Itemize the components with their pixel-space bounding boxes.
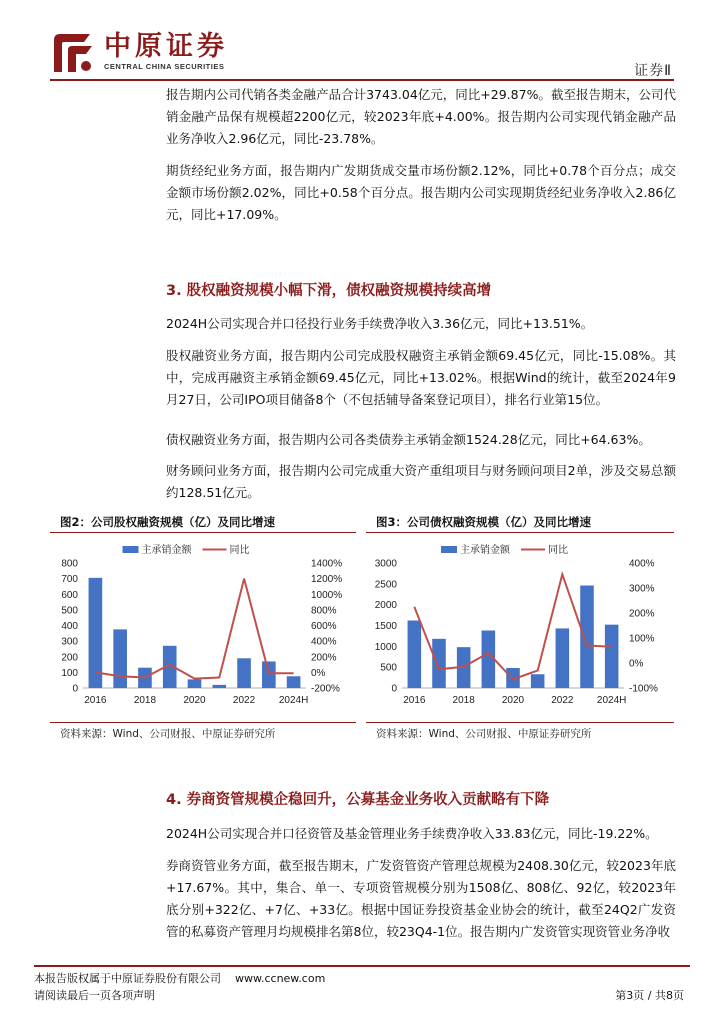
x-axis-tick-label: 2022 xyxy=(232,695,256,706)
figure-2-frame xyxy=(50,532,356,723)
paragraph-debt-financing: 债权融资业务方面，报告期内公司各类债券主承销金额1524.28亿元，同比+64.63%。 xyxy=(166,432,651,447)
bar-2023 xyxy=(262,661,276,688)
figure-3-title: 图3：公司债权融资规模（亿）及同比增速 xyxy=(376,515,591,529)
right-axis-tick-label: 800% xyxy=(311,605,337,617)
left-axis-tick-label: 0 xyxy=(391,683,397,695)
left-axis-tick-label: 500 xyxy=(380,662,397,674)
x-axis-tick-label: 2022 xyxy=(551,695,574,706)
legend-bar-swatch xyxy=(441,546,457,553)
left-axis-tick-label: 200 xyxy=(61,652,78,664)
right-axis-tick-label: 0% xyxy=(311,667,326,679)
right-axis-tick-label: 400% xyxy=(629,558,655,570)
logo-english-text: CENTRAL CHINA SECURITIES xyxy=(104,62,225,71)
footer-copyright-line xyxy=(34,970,325,986)
legend-line-label: 同比 xyxy=(229,545,250,556)
bar-2016 xyxy=(89,578,103,688)
industry-section-label: 证券Ⅱ xyxy=(634,63,672,79)
figure-3-frame xyxy=(366,532,674,723)
right-axis-tick-label: 200% xyxy=(311,652,337,664)
left-axis-tick-label: 0 xyxy=(72,683,78,695)
left-axis-tick-label: 100 xyxy=(61,667,78,679)
paragraph-am-revenue: 2024H公司实现合并口径资管及基金管理业务手续费净收入33.83亿元，同比-19.22%。 xyxy=(166,826,658,841)
legend-line-label: 同比 xyxy=(548,545,568,556)
left-axis-tick-label: 700 xyxy=(61,574,78,586)
right-axis-tick-label: 1400% xyxy=(311,558,343,570)
x-axis-tick-label: 2020 xyxy=(501,695,525,706)
right-axis-tick-label: -100% xyxy=(629,683,658,695)
right-axis-tick-label: 0% xyxy=(629,658,644,670)
left-axis-tick-label: 2500 xyxy=(374,579,397,591)
left-axis-tick-label: 1500 xyxy=(374,621,397,632)
bar-2017 xyxy=(113,629,127,688)
paragraph-equity-financing: 股权融资业务方面，报告期内公司完成股权融资主承销金额69.45亿元，同比-15.08%。其中，完成再融资主承销金额69.45亿元，同比+13.02%。根据Wind的统计，截至2024年9月27日，公司IPO项目储备8个（不包括辅导备案登记项目），排名行业第15位。 xyxy=(166,348,676,407)
bar-2024H xyxy=(605,625,619,688)
left-axis-tick-label: 400 xyxy=(61,621,78,632)
x-axis-tick-label: 2018 xyxy=(133,695,157,706)
left-axis-tick-label: 500 xyxy=(61,605,78,617)
left-axis-tick-label: 1000 xyxy=(374,641,397,653)
left-axis-tick-label: 3000 xyxy=(374,558,397,570)
logo-chinese-text: 中原证券 xyxy=(104,31,228,62)
paragraph-futures-brokerage: 期货经纪业务方面，报告期内广发期货成交量市场份额2.12%，同比+0.78个百分点；成交金额市场份额2.02%，同比+0.58个百分点。报告期内公司实现期货经纪业务净收入2.86亿元，同比+17.09%。 xyxy=(166,163,676,222)
paragraph-broker-am: 券商资管业务方面，截至报告期末，广发资管资产管理总规模为2408.30亿元，较2023年底+17.67%。其中，集合、单一、专项资管规模分别为1508亿、808亿、92亿，较2023年底分别+322亿、+7亿、+33亿。根据中国证券投资基金业协会的统计，截至24Q2广发资管的私募资产管理月均规模排名第8位，较23Q4-1位。报告期内广发资管实现资管业务净收 xyxy=(166,858,676,939)
bar-2022 xyxy=(556,628,570,688)
legend-bar-label: 主承销金额 xyxy=(460,545,510,556)
legend-bar-swatch xyxy=(123,546,139,553)
left-axis-tick-label: 2000 xyxy=(374,600,397,612)
left-axis-tick-label: 300 xyxy=(61,636,78,648)
x-axis-tick-label: 2024H xyxy=(278,695,309,706)
x-axis-tick-label: 2018 xyxy=(452,695,475,706)
paragraph-financial-advisory: 财务顾问业务方面，报告期内公司完成重大资产重组项目与财务顾问项目2单，涉及交易总额约128.51亿元。 xyxy=(166,463,676,500)
legend-bar-label: 主承销金额 xyxy=(141,545,192,556)
footer-website-link[interactable]: www.ccnew.com xyxy=(235,972,326,985)
right-axis-tick-label: 1200% xyxy=(311,574,343,586)
right-axis-tick-label: 1000% xyxy=(311,589,343,601)
figure-2-title: 图2：公司股权融资规模（亿）及同比增速 xyxy=(60,515,275,529)
bar-2021 xyxy=(531,674,545,688)
right-axis-tick-label: 100% xyxy=(629,633,655,645)
equity-financing-chart xyxy=(50,533,356,722)
bar-2021 xyxy=(212,685,226,688)
bar-2016 xyxy=(408,621,422,689)
footer-disclaimer: 请阅读最后一页各项声明 xyxy=(34,989,155,1002)
footer-divider xyxy=(34,965,690,967)
page-header xyxy=(0,0,724,82)
paragraph-ib-revenue: 2024H公司实现合并口径投行业务手续费净收入3.36亿元，同比+13.51%。 xyxy=(166,316,594,331)
company-logo xyxy=(50,32,240,76)
bar-2022 xyxy=(237,658,251,688)
left-axis-tick-label: 800 xyxy=(61,558,78,570)
bar-2023 xyxy=(580,586,594,689)
bar-2017 xyxy=(432,639,446,688)
x-axis-tick-label: 2016 xyxy=(403,695,426,706)
bar-2024H xyxy=(287,676,301,688)
right-axis-tick-label: 300% xyxy=(629,583,655,595)
header-divider xyxy=(50,79,674,81)
right-axis-tick-label: 200% xyxy=(629,608,655,620)
paragraph-product-sales: 报告期内公司代销各类金融产品合计3743.04亿元，同比+29.87%。截至报告期末，公司代销金融产品保有规模超2200亿元，较2023年底+4.00%。报告期内公司实现代销金融产品业务净收入2.96亿元，同比-23.78%。 xyxy=(166,87,676,146)
right-axis-tick-label: -200% xyxy=(311,683,340,695)
right-axis-tick-label: 400% xyxy=(311,636,337,648)
logo-mark-icon xyxy=(50,32,96,76)
debt-financing-chart xyxy=(366,533,674,722)
footer-copyright: 本报告版权属于中原证券股份有限公司 xyxy=(34,972,221,985)
figure-3-source: 资料来源：Wind、公司财报、中原证券研究所 xyxy=(376,728,592,740)
right-axis-tick-label: 600% xyxy=(311,621,337,632)
footer-page-number: 第3页 / 共8页 xyxy=(615,989,684,1002)
bar-2020 xyxy=(188,679,202,688)
left-axis-tick-label: 600 xyxy=(61,589,78,601)
x-axis-tick-label: 2024H xyxy=(596,695,627,706)
x-axis-tick-label: 2020 xyxy=(183,695,206,706)
figure-2-source: 资料来源：Wind、公司财报、中原证券研究所 xyxy=(60,728,276,740)
section-heading-3: 3. 股权融资规模小幅下滑，债权融资规模持续高增 xyxy=(166,283,492,299)
section-heading-4: 4. 券商资管规模企稳回升，公募基金业务收入贡献略有下降 xyxy=(166,792,550,808)
x-axis-tick-label: 2016 xyxy=(84,695,107,706)
